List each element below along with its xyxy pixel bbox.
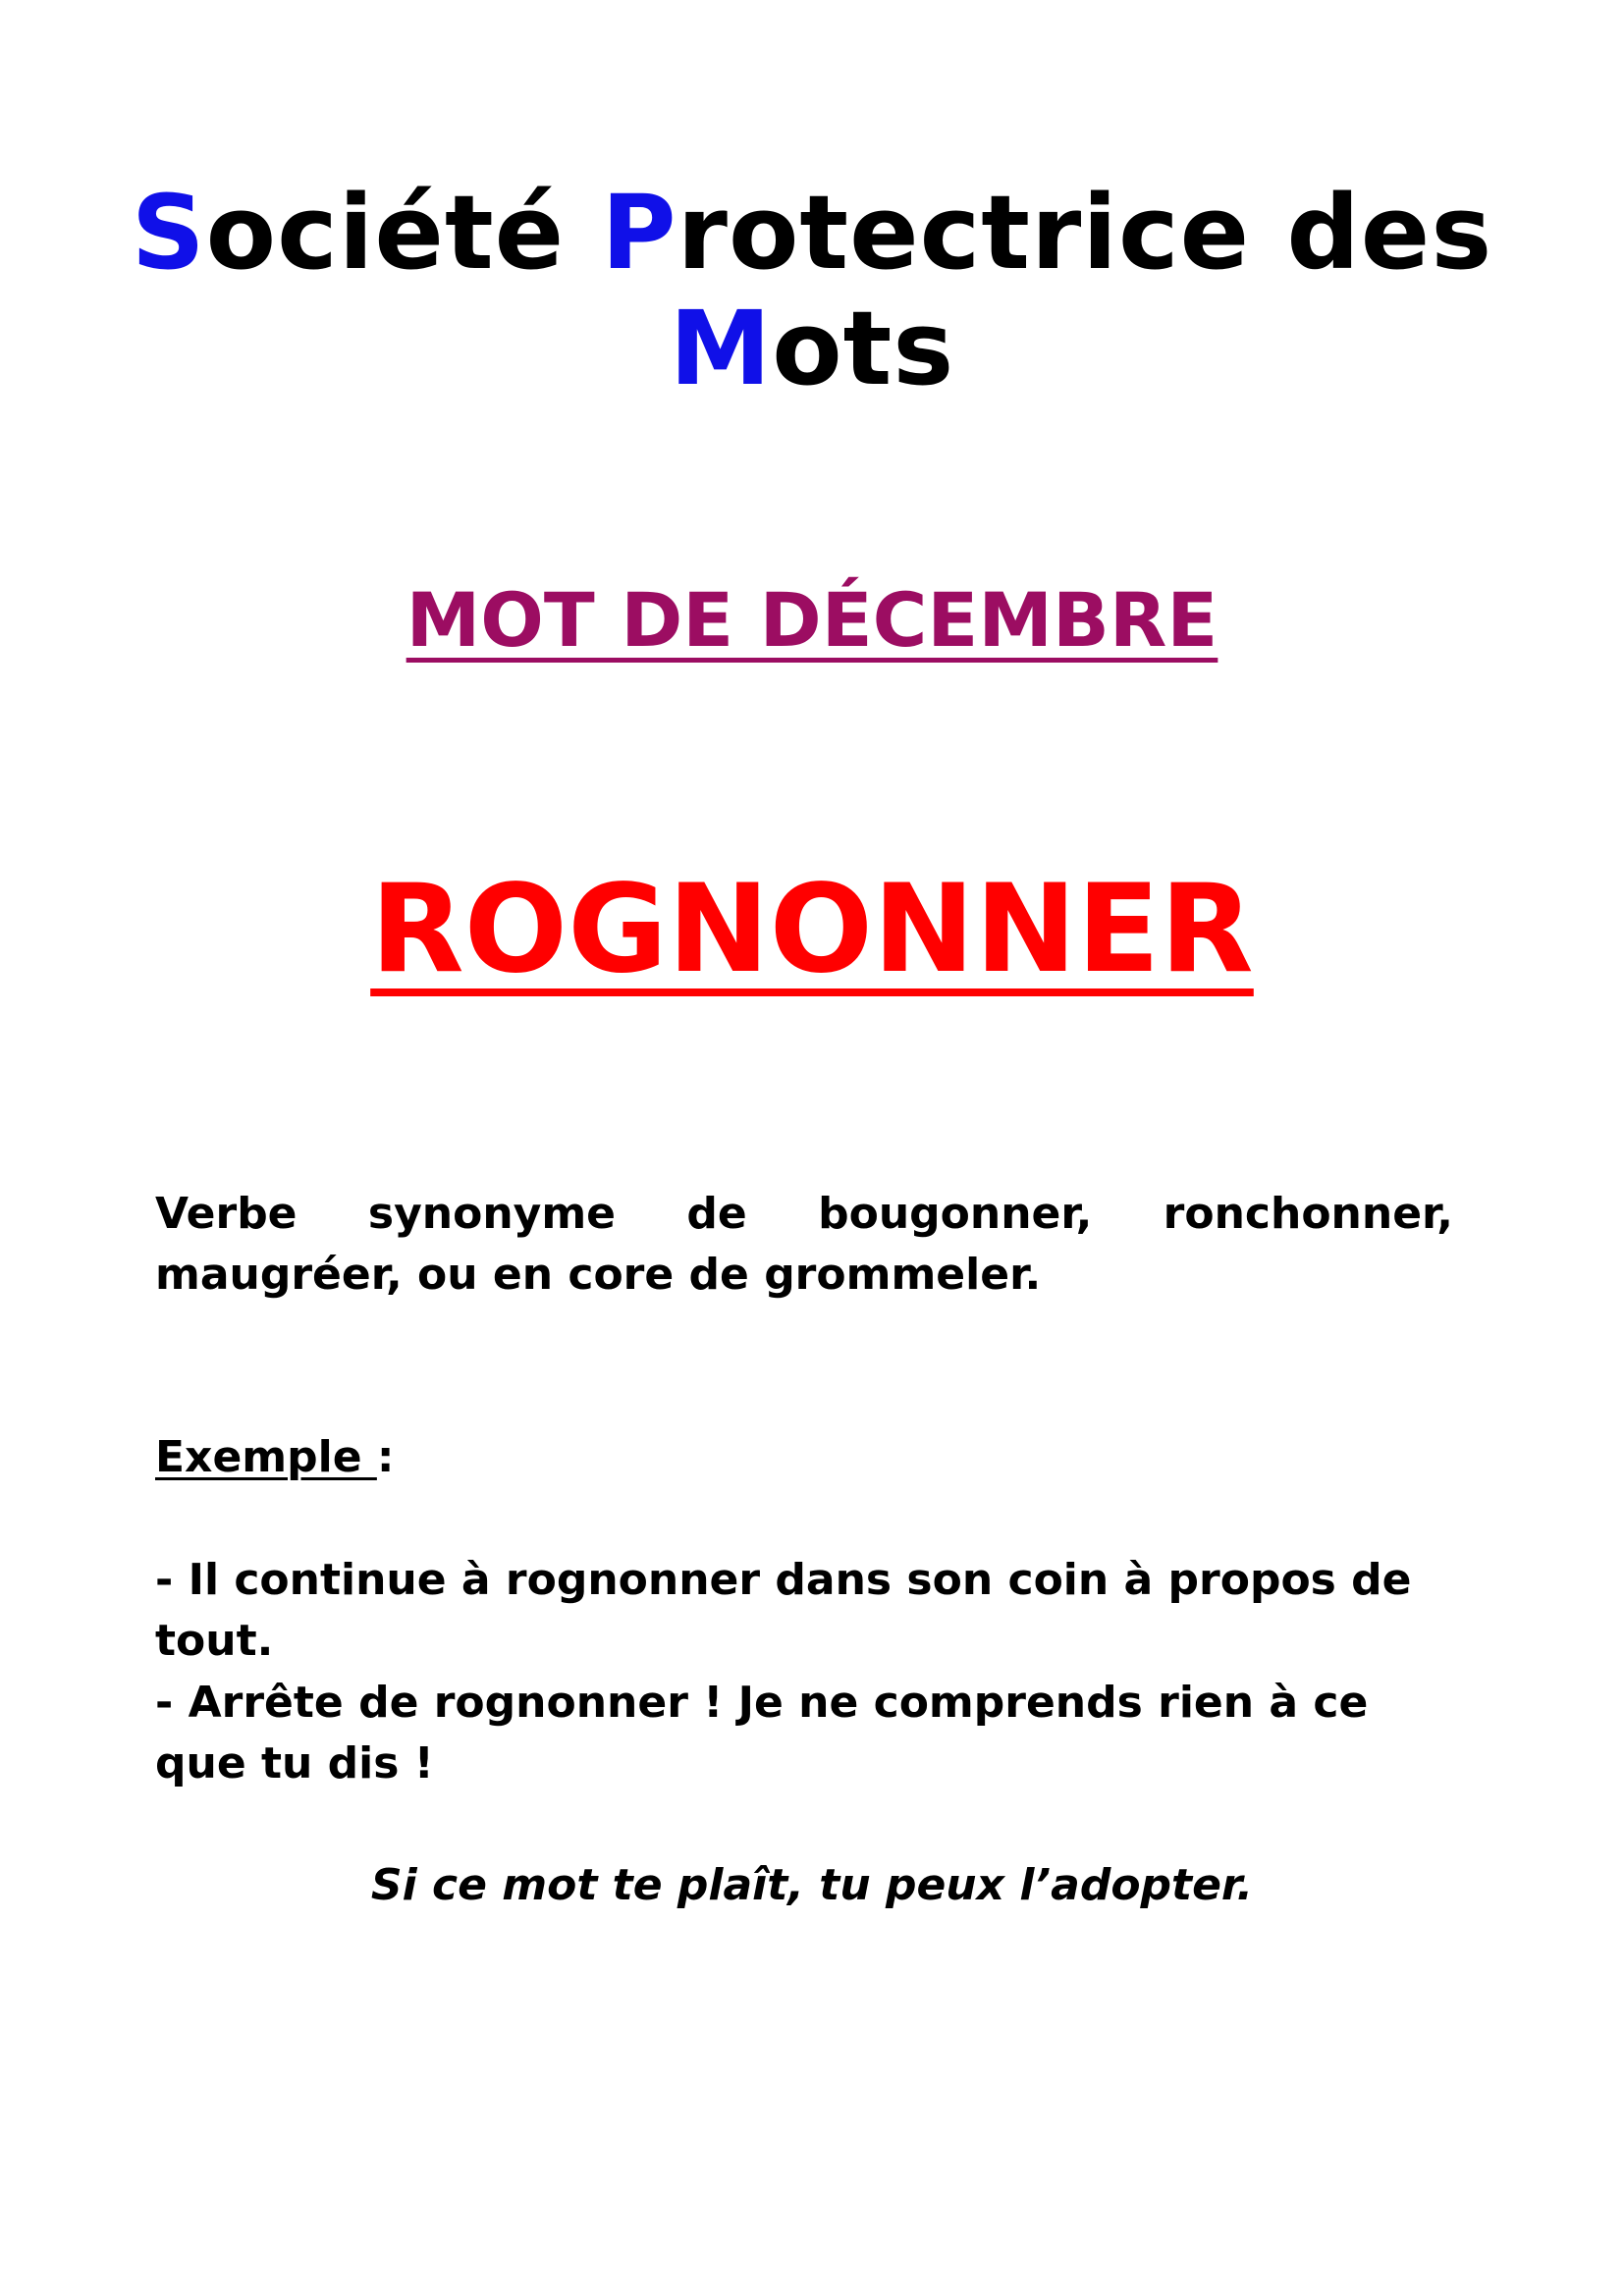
example-label: Exemple [155, 1432, 377, 1482]
definition-paragraph: Verbe synonyme de bougonner, ronchonner, maugréer, ou en core de grommeler. [155, 1189, 1453, 1300]
title-word-mots: ots [772, 289, 955, 408]
page-title [0, 175, 1624, 406]
title-word-societe: ociété [205, 173, 602, 293]
month-heading-text: MOT DE DÉCEMBRE [406, 576, 1218, 664]
word-text: ROGNONNER [370, 859, 1254, 1000]
title-initial-s: S [131, 173, 206, 293]
example-sentence-1: - Il continue à rognonner dans son coin à propos de tout. [155, 1555, 1412, 1666]
title-initial-m: M [669, 289, 773, 408]
example-heading [155, 1427, 1453, 1488]
title-initial-p: P [601, 173, 677, 293]
title-word-protectrice-des: rotectrice des [677, 173, 1493, 293]
closing-line: Si ce mot te plaît, tu peux l’adopter. [370, 1860, 1254, 1910]
example-sentence-2: - Arrête de rognonner ! Je ne comprends rien à ce que tu dis ! [155, 1678, 1369, 1789]
word-of-month [0, 856, 1624, 1003]
month-heading [0, 573, 1624, 667]
example-colon: : [376, 1432, 395, 1482]
